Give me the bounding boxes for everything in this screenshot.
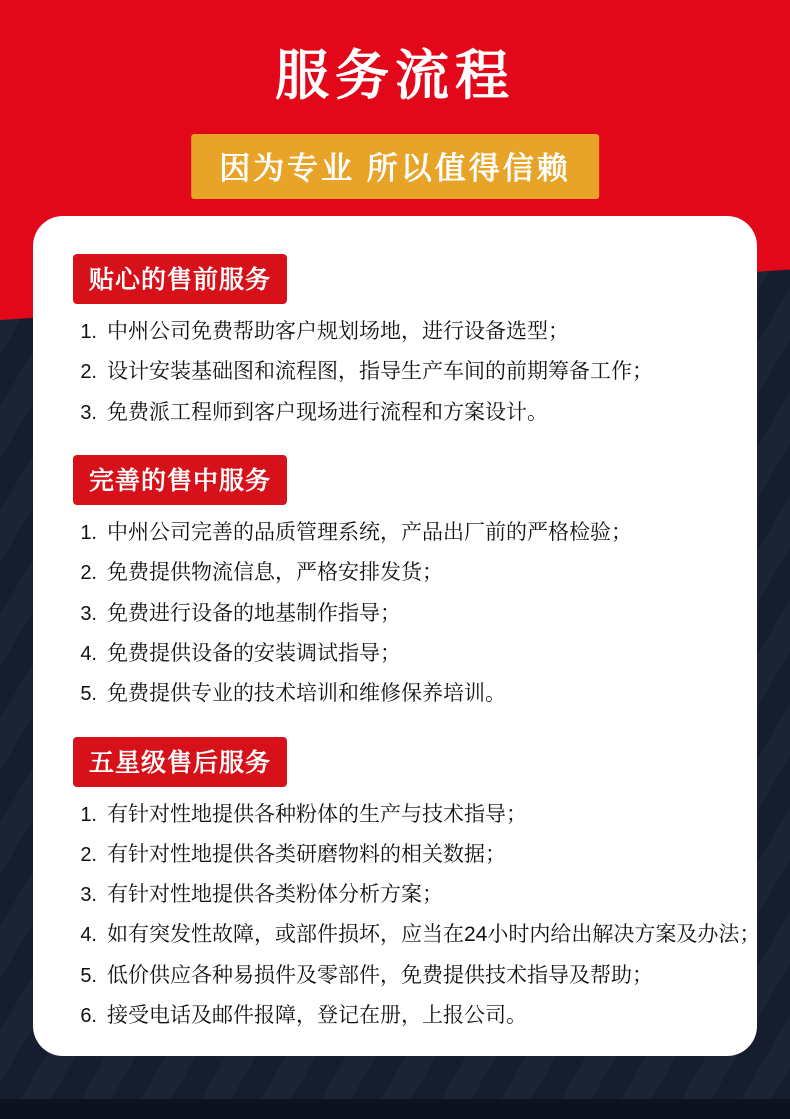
list-item <box>73 875 717 915</box>
list-item-text: 中州公司完善的品质管理系统，产品出厂前的严格检验； <box>107 520 632 544</box>
list-item <box>73 956 717 996</box>
list-item-text: 免费提供物流信息，严格安排发货； <box>107 561 443 585</box>
list-item-number: 1. <box>80 521 97 544</box>
list-item-number: 4. <box>80 924 97 947</box>
section-during-sales <box>73 455 717 715</box>
list-after-sales <box>73 795 761 1037</box>
list-during-sales <box>73 513 717 715</box>
list-item-text: 设计安装基础图和流程图，指导生产车间的前期筹备工作； <box>107 360 653 384</box>
list-item-number: 1. <box>80 803 97 826</box>
list-item-number: 2. <box>80 562 97 585</box>
section-heading: 完善的售中服务 <box>73 455 287 505</box>
list-item-number: 6. <box>80 1005 97 1028</box>
bottom-strip <box>0 1099 790 1119</box>
list-item <box>73 352 717 392</box>
content-card <box>33 216 761 1056</box>
list-pre-sales <box>73 312 717 433</box>
list-item-text: 接受电话及邮件报障，登记在册，上报公司。 <box>107 1004 527 1028</box>
list-item <box>73 674 717 714</box>
list-item-number: 1. <box>80 321 97 343</box>
list-item-text: 有针对性地提供各类粉体分析方案； <box>107 883 443 907</box>
list-item-text: 有针对性地提供各种粉体的生产与技术指导； <box>107 802 527 826</box>
subtitle-text: 因为专业 所以值得信赖 <box>219 151 571 186</box>
list-item-number: 3. <box>80 401 97 424</box>
list-item-number: 5. <box>80 683 97 706</box>
list-item <box>73 312 717 352</box>
subtitle-badge <box>191 134 599 199</box>
list-item-text: 如有突发性故障，或部件损坏，应当在24小时内给出解决方案及办法； <box>107 923 761 947</box>
section-heading: 五星级售后服务 <box>73 737 287 787</box>
list-item-text: 免费提供设备的安装调试指导； <box>107 641 401 665</box>
list-item-number: 2. <box>80 361 97 384</box>
list-item-number: 5. <box>80 964 97 987</box>
list-item <box>73 393 717 433</box>
list-item <box>73 553 717 593</box>
section-heading: 贴心的售前服务 <box>73 254 287 304</box>
list-item <box>73 634 717 674</box>
list-item-text: 免费进行设备的地基制作指导； <box>107 601 401 625</box>
list-item-text: 中州公司免费帮助客户规划场地，进行设备选型； <box>107 320 569 343</box>
list-item <box>73 996 717 1036</box>
list-item-text: 有针对性地提供各类研磨物料的相关数据； <box>107 842 506 866</box>
list-item <box>73 915 761 955</box>
list-item-text: 免费提供专业的技术培训和维修保养培训。 <box>107 682 506 706</box>
list-item-number: 2. <box>80 843 97 866</box>
list-item-text: 免费派工程师到客户现场进行流程和方案设计。 <box>107 400 548 424</box>
list-item-number: 3. <box>80 884 97 907</box>
list-item <box>73 594 717 634</box>
list-item-number: 4. <box>80 642 97 665</box>
list-item <box>73 795 717 835</box>
list-item <box>73 513 717 553</box>
list-item <box>73 835 717 875</box>
list-item-number: 3. <box>80 602 97 625</box>
page-title: 服务流程 <box>275 46 515 106</box>
section-pre-sales <box>73 254 717 433</box>
section-after-sales <box>73 737 761 1037</box>
list-item-text: 低价供应各种易损件及零部件，免费提供技术指导及帮助； <box>107 963 653 987</box>
